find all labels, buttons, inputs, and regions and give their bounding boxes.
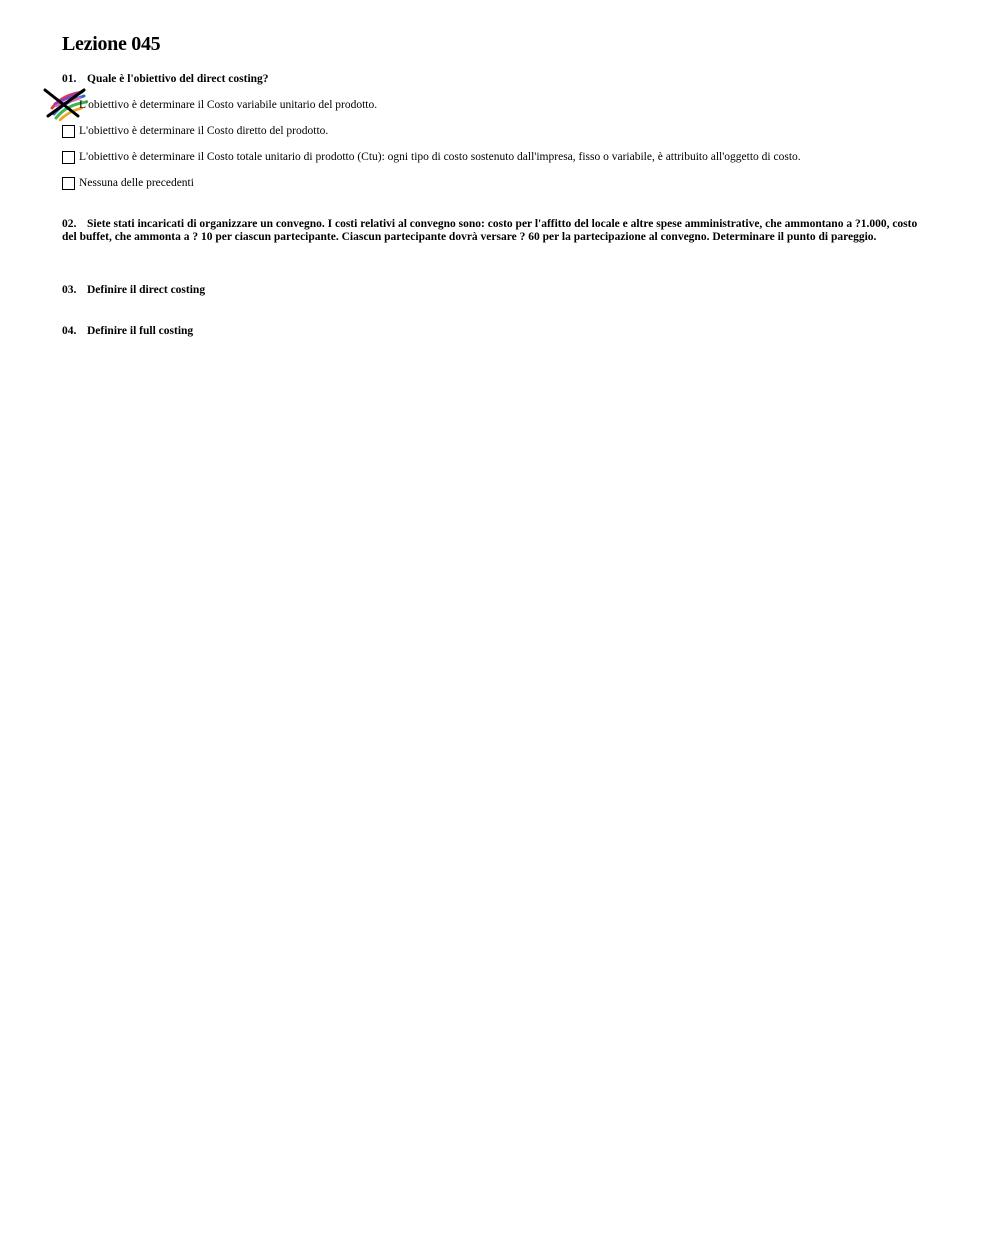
question-1-option-3[interactable]	[62, 149, 801, 165]
question-4-number: 04.	[62, 325, 77, 337]
checkbox-checked-icon[interactable]	[62, 99, 75, 112]
question-2-text: Siete stati incaricati di organizzare un convegno. I costi relativi al convegno sono: costo per l'affitto del locale e altre spese amministrative, che ammontano a ?1.000, costo del buffet, che ammonta a ? 10 per ciascun partecipante. Ciascun partecipante dovrà versare ? 60 per la partecipazione al convegno. Determinare il punto di pareggio.	[62, 218, 918, 243]
question-1-option-4[interactable]	[62, 175, 194, 191]
question-4	[62, 325, 193, 338]
question-2-number: 02.	[62, 218, 77, 230]
checkbox-icon[interactable]	[62, 125, 75, 138]
question-1	[62, 73, 269, 86]
checkbox-icon[interactable]	[62, 151, 75, 164]
question-1-option-2[interactable]	[62, 123, 328, 139]
question-4-text: Definire il full costing	[87, 325, 194, 337]
option-label: Nessuna delle precedenti	[79, 177, 194, 189]
option-label: L'obiettivo è determinare il Costo diretto del prodotto.	[79, 125, 329, 137]
question-3	[62, 284, 205, 297]
question-3-text: Definire il direct costing	[87, 284, 206, 296]
question-3-number: 03.	[62, 284, 77, 296]
question-1-option-1[interactable]	[62, 97, 377, 113]
option-label: L'obiettivo è determinare il Costo totale unitario di prodotto (Ctu): ogni tipo di costo sostenuto dall'impresa, fisso o variabile, è attribuito all'oggetto di costo.	[79, 151, 801, 163]
question-1-text: Quale è l'obiettivo del direct costing?	[87, 73, 269, 85]
option-label: L'obiettivo è determinare il Costo variabile unitario del prodotto.	[79, 99, 378, 111]
question-2	[62, 218, 928, 244]
checkbox-icon[interactable]	[62, 177, 75, 190]
page-title: Lezione 045	[62, 33, 161, 55]
question-1-number: 01.	[62, 73, 77, 85]
